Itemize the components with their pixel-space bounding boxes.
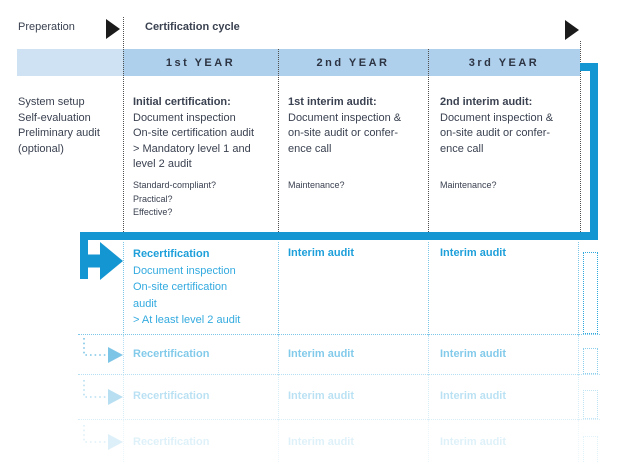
cell-title: 1st interim audit: <box>288 96 377 108</box>
column-divider <box>278 335 279 375</box>
note-line: Maintenance? <box>440 180 497 190</box>
column-divider <box>428 242 429 335</box>
recertification-cell: Recertification <box>133 436 210 448</box>
interim-audit-cell: Interim audit <box>288 247 355 259</box>
cell-line: ence call <box>440 142 484 155</box>
cell-title: 2nd interim audit: <box>440 96 533 108</box>
future-cycle-row <box>78 375 600 420</box>
cycle-continuation-box <box>583 436 598 462</box>
recertification-cell <box>133 246 278 329</box>
note-line: Maintenance? <box>288 180 345 190</box>
note-line: Practical? <box>133 193 173 204</box>
interim-audit-cell: Interim audit <box>440 390 507 402</box>
column-divider <box>123 375 124 420</box>
cell-line: Document inspection <box>133 264 236 277</box>
preparation-label: Preperation <box>18 21 75 33</box>
cycle-continuation-box <box>583 252 598 334</box>
cell-line: On-site certification <box>133 281 228 293</box>
cell-line: ence call <box>288 142 332 155</box>
cell-line: > Mandatory level 1 and <box>133 142 251 155</box>
column-divider <box>278 420 279 462</box>
prep-line: (optional) <box>18 142 64 155</box>
prep-line: System setup <box>18 96 85 108</box>
column-divider <box>123 420 124 462</box>
year-2-header: 2nd YEAR <box>316 56 390 69</box>
year-3-header: 3rd YEAR <box>468 56 540 69</box>
recertification-cell: Recertification <box>133 390 210 402</box>
column-divider <box>278 375 279 420</box>
future-cycle-row <box>78 420 600 462</box>
column-divider <box>123 242 124 335</box>
column-divider <box>578 242 579 335</box>
cell-line: On-site certification audit <box>133 127 255 139</box>
cell-line: > At least level 2 audit <box>133 314 241 326</box>
note-line: Effective? <box>133 207 173 217</box>
certification-cycle-label: Certification cycle <box>145 21 240 33</box>
prep-line: Self-evaluation <box>18 111 91 124</box>
year-1-header: 1st YEAR <box>165 56 236 69</box>
future-cycle-row <box>78 335 600 375</box>
cell-line: Document inspection <box>133 111 236 124</box>
cell-line: level 2 audit <box>133 158 192 170</box>
cell-line: Document inspection & <box>288 111 402 124</box>
column-divider <box>578 375 579 420</box>
column-divider <box>123 335 124 375</box>
recertification-row <box>78 240 600 335</box>
cell-line: Document inspection & <box>440 111 554 124</box>
dotted-arrow-icon <box>78 424 126 454</box>
cell-title: Initial certification: <box>133 96 231 108</box>
column-divider <box>428 335 429 375</box>
column-divider <box>578 420 579 462</box>
interim-audit-cell: Interim audit <box>440 436 507 448</box>
column-divider <box>578 335 579 375</box>
column-divider <box>278 242 279 335</box>
cycle-continuation-box <box>583 348 598 374</box>
recertification-cell: Recertification <box>133 348 210 360</box>
cell-line: on-site audit or confer- <box>288 127 399 139</box>
note-line: Standard-compliant? <box>133 180 217 190</box>
interim-audit-cell: Interim audit <box>288 348 355 360</box>
interim-audit-cell: Interim audit <box>288 436 355 448</box>
dotted-arrow-icon <box>78 337 126 367</box>
column-divider <box>428 420 429 462</box>
column-divider <box>428 375 429 420</box>
interim-audit-cell: Interim audit <box>440 348 507 360</box>
prep-line: Preliminary audit <box>18 127 100 139</box>
cycle-continuation-box <box>583 390 598 419</box>
dotted-arrow-icon <box>78 379 126 409</box>
interim-audit-cell: Interim audit <box>440 247 507 259</box>
interim-audit-cell: Interim audit <box>288 390 355 402</box>
cell-line: audit <box>133 297 157 310</box>
cell-title: Recertification <box>133 248 210 260</box>
cell-line: on-site audit or confer- <box>440 127 551 139</box>
